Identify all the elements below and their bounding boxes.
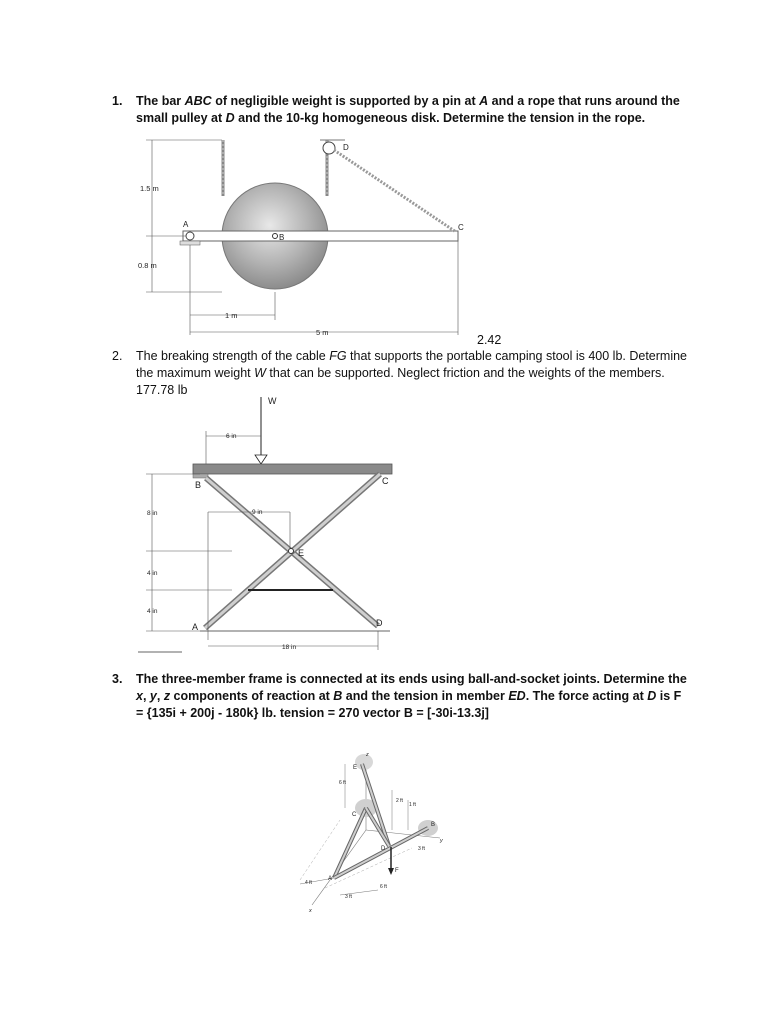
dim-1m: 1 m: [225, 311, 238, 320]
problem-number: 3.: [112, 672, 123, 686]
label-a: A: [192, 622, 199, 632]
text-run: z: [163, 689, 171, 703]
label-c: C: [458, 223, 464, 232]
text-run: ,: [142, 689, 150, 703]
dim-4-upper: 4 in: [147, 570, 158, 577]
text-run: The three-member frame is connected at its ends using ball-and-socket joints. Determine the: [136, 672, 687, 686]
text-run: The breaking strength of the cable: [136, 349, 330, 363]
label-c: C: [352, 812, 357, 818]
text-run: components of reaction at: [170, 689, 334, 703]
text-run: y: [149, 689, 157, 703]
dim-3ft-a: 3 ft: [418, 846, 425, 852]
dim-9: 9 in: [252, 509, 263, 516]
dim-5m: 5 m: [316, 328, 329, 337]
text-run: D: [225, 111, 235, 125]
dim-6: 6 in: [226, 433, 237, 440]
label-f: F: [395, 868, 399, 874]
text-run: = {135i + 200j - 180k} lb. tension = 270 vector B = [-30i-13.3j]: [136, 706, 489, 720]
label-w: W: [268, 396, 277, 406]
dim-1ft: 1 ft: [409, 802, 416, 808]
text-run: and a rope that runs around the small pulley at: [136, 94, 680, 125]
dim-3ft-b: 3 ft: [345, 894, 352, 900]
dim-1-5m: 1.5 m: [140, 184, 159, 193]
label-b: B: [195, 480, 202, 490]
label-d: D: [381, 846, 386, 852]
dim-6ft-a: 6 ft: [339, 780, 346, 786]
text-run: . The force acting at: [525, 689, 648, 703]
label-d: D: [376, 618, 383, 628]
label-a: A: [328, 876, 333, 882]
dim-8: 8 in: [147, 510, 158, 517]
text-run: A: [479, 94, 489, 108]
text-run: and the tension in member: [342, 689, 509, 703]
text-run: ABC: [184, 94, 212, 108]
text-run: ,: [156, 689, 164, 703]
problem-number: 2.: [112, 349, 123, 363]
dim-4ft: 4 ft: [305, 880, 312, 886]
text-run: is: [656, 689, 674, 703]
text-run: F: [673, 689, 682, 703]
label-y: y: [440, 838, 443, 844]
label-e: E: [353, 765, 358, 771]
text-run: B: [333, 689, 343, 703]
text-run: W: [254, 366, 266, 380]
dim-6ft-b: 6 ft: [380, 884, 387, 890]
text-run: that supports the portable camping stool is 400 lb. Determine the maximum weight: [136, 349, 688, 380]
text-run: of negligible weight is supported by a pin at: [211, 94, 480, 108]
text-run: FG: [329, 349, 347, 363]
problem-number: 1.: [112, 94, 123, 108]
text-run: x: [136, 689, 143, 703]
label-b: B: [431, 822, 436, 828]
label-e: E: [298, 548, 305, 558]
label-d: D: [343, 143, 349, 152]
text-run: D: [647, 689, 657, 703]
label-a: A: [183, 220, 189, 229]
text-run: The bar: [136, 94, 185, 108]
text-run: ED: [508, 689, 526, 703]
dim-4-lower: 4 in: [147, 608, 158, 615]
dim-18: 18 in: [282, 644, 297, 651]
problem-1-answer: 2.42: [477, 333, 502, 347]
label-b: B: [279, 233, 285, 242]
text-run: and the 10-kg homogeneous disk. Determine the tension in the rope.: [234, 111, 646, 125]
dim-0-8m: 0.8 m: [138, 261, 157, 270]
label-x: x: [309, 908, 312, 914]
text-run: that can be supported. Neglect friction and the weights of the members. 177.78 lb: [136, 366, 665, 397]
dim-2ft: 2 ft: [396, 798, 403, 804]
label-c: C: [382, 476, 389, 486]
label-z: z: [366, 752, 369, 758]
